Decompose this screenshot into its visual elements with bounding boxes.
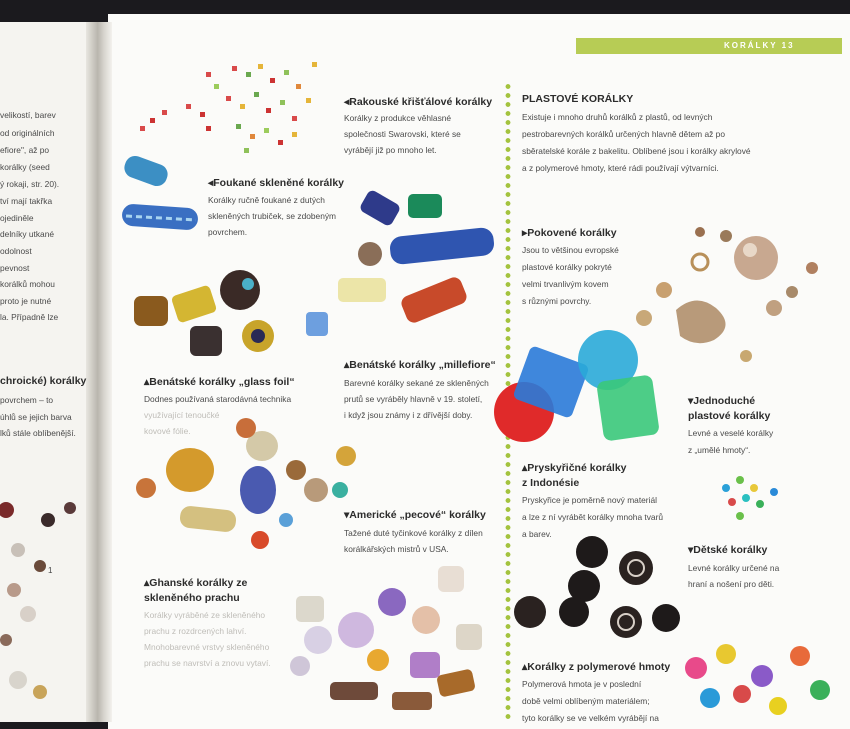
left-line: povrchem – to [0, 395, 54, 405]
left-line: ý rokaji, str. 20). [0, 179, 60, 189]
seed-beads-photo [140, 62, 317, 153]
section-text: Korálky ručně foukané z dutých [208, 195, 325, 205]
section-text: Levné korálky určené na [688, 563, 780, 573]
section-title: ◂Rakouské křišťálové korálky [344, 96, 493, 108]
section-text: povrchem. [208, 227, 248, 237]
section-title: ▾Dětské korálky [688, 544, 768, 556]
section-text: Tažené duté tyčinkové korálky z dílen [344, 528, 483, 538]
section-text: Existuje i mnoho druhů korálků z plastů, od levných [522, 112, 713, 122]
page-number: 1 [48, 566, 53, 575]
section-text: Dodnes používaná starodávná technika [144, 394, 292, 404]
section-text: Korálky vyráběné ze skleněného [144, 610, 266, 620]
section-text: plastové korálky pokryté [522, 262, 612, 272]
section-title: ▴Benátské korálky „millefiore“ [344, 359, 496, 371]
section-title: ▴Pryskyřičné korálky [522, 462, 627, 474]
left-line: od originálních [0, 128, 55, 138]
running-head: KORÁLKY 13 [724, 41, 795, 50]
left-line: korálků mohou [0, 279, 55, 289]
section-text: sběratelské korále z bakelitu. Oblíbené jsou i korálky akrylové [522, 146, 751, 156]
section-text: korálkářských mistrů v USA. [344, 544, 449, 554]
section-text: a z polymerové hmoty, které rádi používají výtvarníci. [522, 163, 719, 173]
section-title: ▴Ghanské korálky ze [144, 577, 248, 589]
section-title: ▾Americké „pecové“ korálky [344, 509, 486, 521]
section-title: plastové korálky [688, 410, 771, 422]
left-line: lků stále oblíbenější. [0, 428, 76, 438]
metallic-beads-photo [636, 227, 818, 362]
section-text: Polymerová hmota je v poslední [522, 679, 642, 689]
polymer-clay-beads-photo [514, 536, 680, 638]
section-text: Barevné korálky sekané ze skleněných [344, 378, 489, 388]
glass-foil-beads-photo [134, 270, 328, 356]
section-text: velmi trvanlivým kovem [522, 279, 609, 289]
section-text: s různými povrchy. [522, 296, 592, 306]
left-heading: chroické) korálky [0, 375, 87, 387]
section-text: vyrábějí již po mnoho let. [344, 145, 437, 155]
section-text: využívající tenoučké [144, 410, 220, 420]
section-text: z „umělé hmoty“. [688, 445, 751, 455]
section-text: Levné a veselé korálky [688, 428, 774, 438]
section-text: i když jsou známy i z dřívější doby. [344, 410, 473, 420]
section-text: prutů se vyráběly hlavně v 19. století, [344, 394, 483, 404]
left-line: la. Případně lze [0, 312, 59, 322]
section-title: z Indonésie [522, 477, 580, 489]
left-line: pevnost [0, 263, 30, 273]
section-title: skleněného prachu [144, 592, 240, 604]
section-text: a lze z ní vyrábět korálky mnoha tvarů [522, 512, 664, 522]
blown-glass-beads-photo [121, 153, 198, 230]
left-line: odolnost [0, 246, 32, 256]
section-text: pestrobarevných korálků určených hlavně dětem až po [522, 129, 725, 139]
section-text: kovové fólie. [144, 426, 191, 436]
left-line: úhlů se jejich barva [0, 412, 72, 422]
resin-beads-photo [494, 330, 660, 442]
section-title: ▾Jednoduché [688, 395, 756, 407]
section-title: PLASTOVÉ KORÁLKY [522, 93, 634, 105]
section-text: a barev. [522, 529, 552, 539]
section-text: hraní a nošení pro děti. [688, 579, 775, 589]
section-text: prachu z rozdrcených lahví. [144, 626, 247, 636]
left-line: velikostí, barev [0, 110, 56, 120]
left-line: ojediněle [0, 213, 34, 223]
section-title: ▴Korálky z polymerové hmoty [522, 661, 671, 673]
section-text: Mnohobarevné vrstvy skleněného [144, 642, 270, 652]
left-page-beads-photo [0, 502, 76, 699]
section-text: tyto korálky se ve velkém vyrábějí na [522, 713, 659, 723]
section-text: společnosti Swarovski, které se [344, 129, 461, 139]
left-line: korálky (seed [0, 162, 50, 172]
ghana-beads-photo [290, 566, 482, 710]
left-line: proto je nutné [0, 296, 52, 306]
section-text: Jsou to většinou evropské [522, 245, 619, 255]
left-line: delníky utkané [0, 229, 55, 239]
section-title: ▴Benátské korálky „glass foil“ [144, 376, 295, 388]
kids-beads-photo [685, 644, 830, 715]
millefiore-beads-photo [338, 189, 495, 325]
section-text: skleněných trubiček, se zdobeným [208, 211, 337, 221]
section-text: prachu se navrství a znovu vytaví. [144, 658, 271, 668]
left-line: tví mají takřka [0, 196, 53, 206]
left-line: efiore", až po [0, 145, 50, 155]
section-text: Pryskyřice je poměrně nový materiál [522, 495, 657, 505]
section-title: ◂Foukané skleněné korálky [208, 177, 344, 189]
plastic-beads-photo [722, 476, 778, 520]
section-text: Korálky z produkce věhlasné [344, 113, 452, 123]
section-title: ▸Pokovené korálky [522, 227, 617, 239]
section-text: době velmi oblíbeným materiálem; [522, 696, 650, 706]
